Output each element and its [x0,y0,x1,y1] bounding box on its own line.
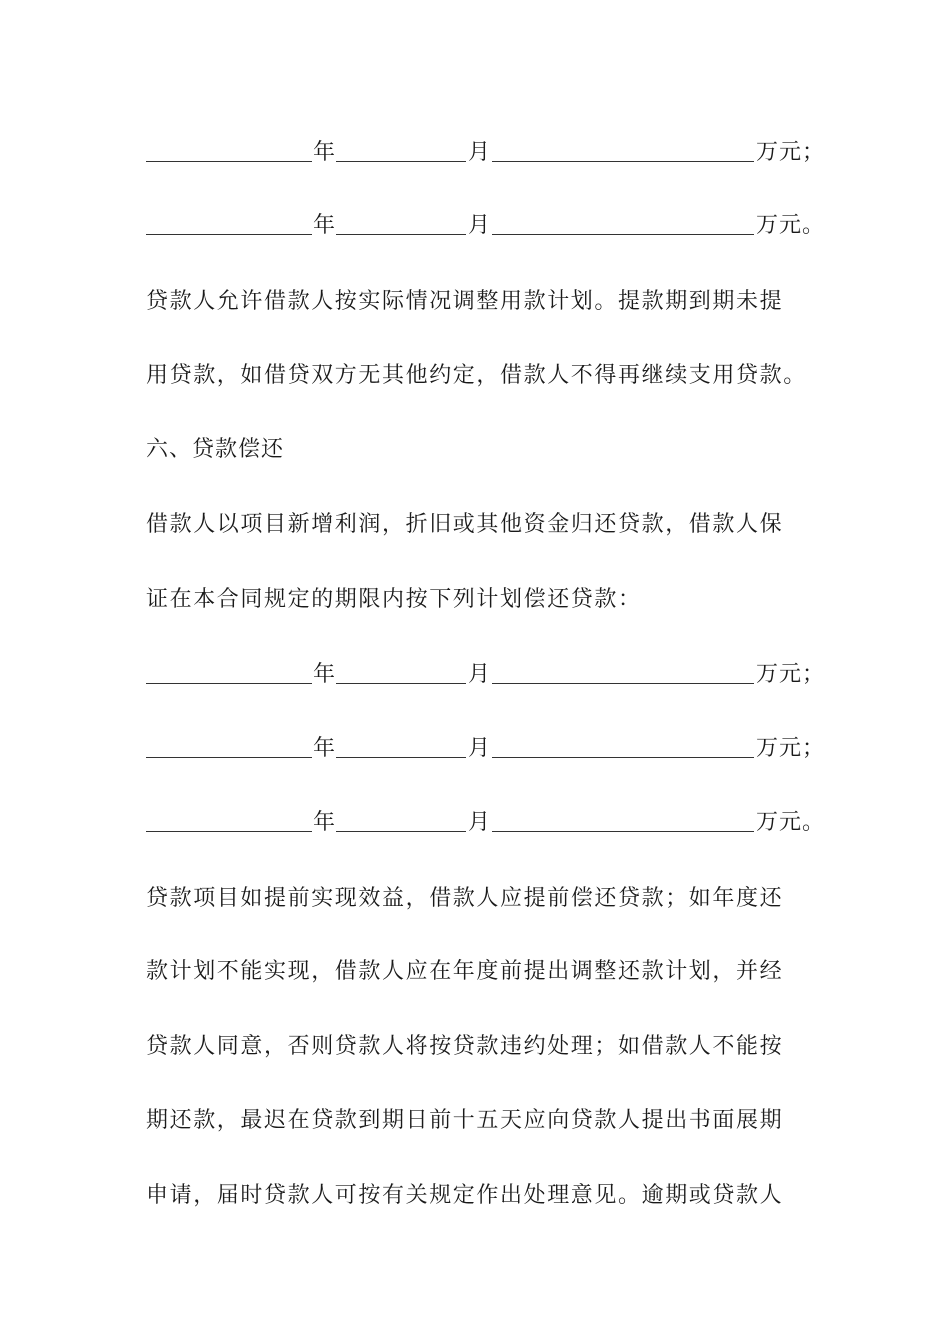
month-unit: 月 [468,662,491,687]
paragraph-line: 贷款项目如提前实现效益，借款人应提前偿还贷款；如年度还 [146,886,784,911]
year-blank [146,234,312,235]
amount-unit: 万元； [756,736,826,761]
month-unit: 月 [468,213,491,238]
amount-blank [492,757,754,758]
year-blank [146,161,312,162]
month-blank [336,234,466,235]
month-blank [336,757,466,758]
year-blank [146,757,312,758]
paragraph-line: 款计划不能实现，借款人应在年度前提出调整还款计划，并经 [146,959,784,984]
year-unit: 年 [313,213,336,238]
paragraph-line: 申请，届时贷款人可按有关规定作出处理意见。逾期或贷款人 [146,1183,784,1208]
year-blank [146,683,312,684]
year-unit: 年 [313,662,336,687]
month-blank [336,161,466,162]
month-blank [336,831,466,832]
amount-unit: 万元。 [756,213,826,238]
month-unit: 月 [468,736,491,761]
amount-blank [492,234,754,235]
amount-blank [492,683,754,684]
year-unit: 年 [313,810,336,835]
amount-unit: 万元。 [756,810,826,835]
month-unit: 月 [468,810,491,835]
paragraph-line: 贷款人允许借款人按实际情况调整用款计划。提款期到期未提 [146,289,784,314]
year-blank [146,831,312,832]
year-unit: 年 [313,736,336,761]
drawdown-schedule-row [146,211,826,241]
month-unit: 月 [468,140,491,165]
amount-unit: 万元； [756,662,826,687]
month-blank [336,683,466,684]
repayment-schedule-row [146,660,826,690]
paragraph-line: 期还款，最迟在贷款到期日前十五天应向贷款人提出书面展期 [146,1108,784,1133]
repayment-schedule-row [146,734,826,764]
amount-unit: 万元； [756,140,826,165]
amount-blank [492,161,754,162]
paragraph-line: 借款人以项目新增利润，折旧或其他资金归还贷款，借款人保 [146,512,784,537]
drawdown-schedule-row [146,138,826,168]
section-heading: 六、贷款偿还 [146,437,285,462]
repayment-schedule-row [146,808,826,838]
paragraph-line: 贷款人同意，否则贷款人将按贷款违约处理；如借款人不能按 [146,1034,784,1059]
year-unit: 年 [313,140,336,165]
paragraph-line: 证在本合同规定的期限内按下列计划偿还贷款： [146,587,642,612]
paragraph-line: 用贷款，如借贷双方无其他约定，借款人不得再继续支用贷款。 [146,363,807,388]
amount-blank [492,831,754,832]
